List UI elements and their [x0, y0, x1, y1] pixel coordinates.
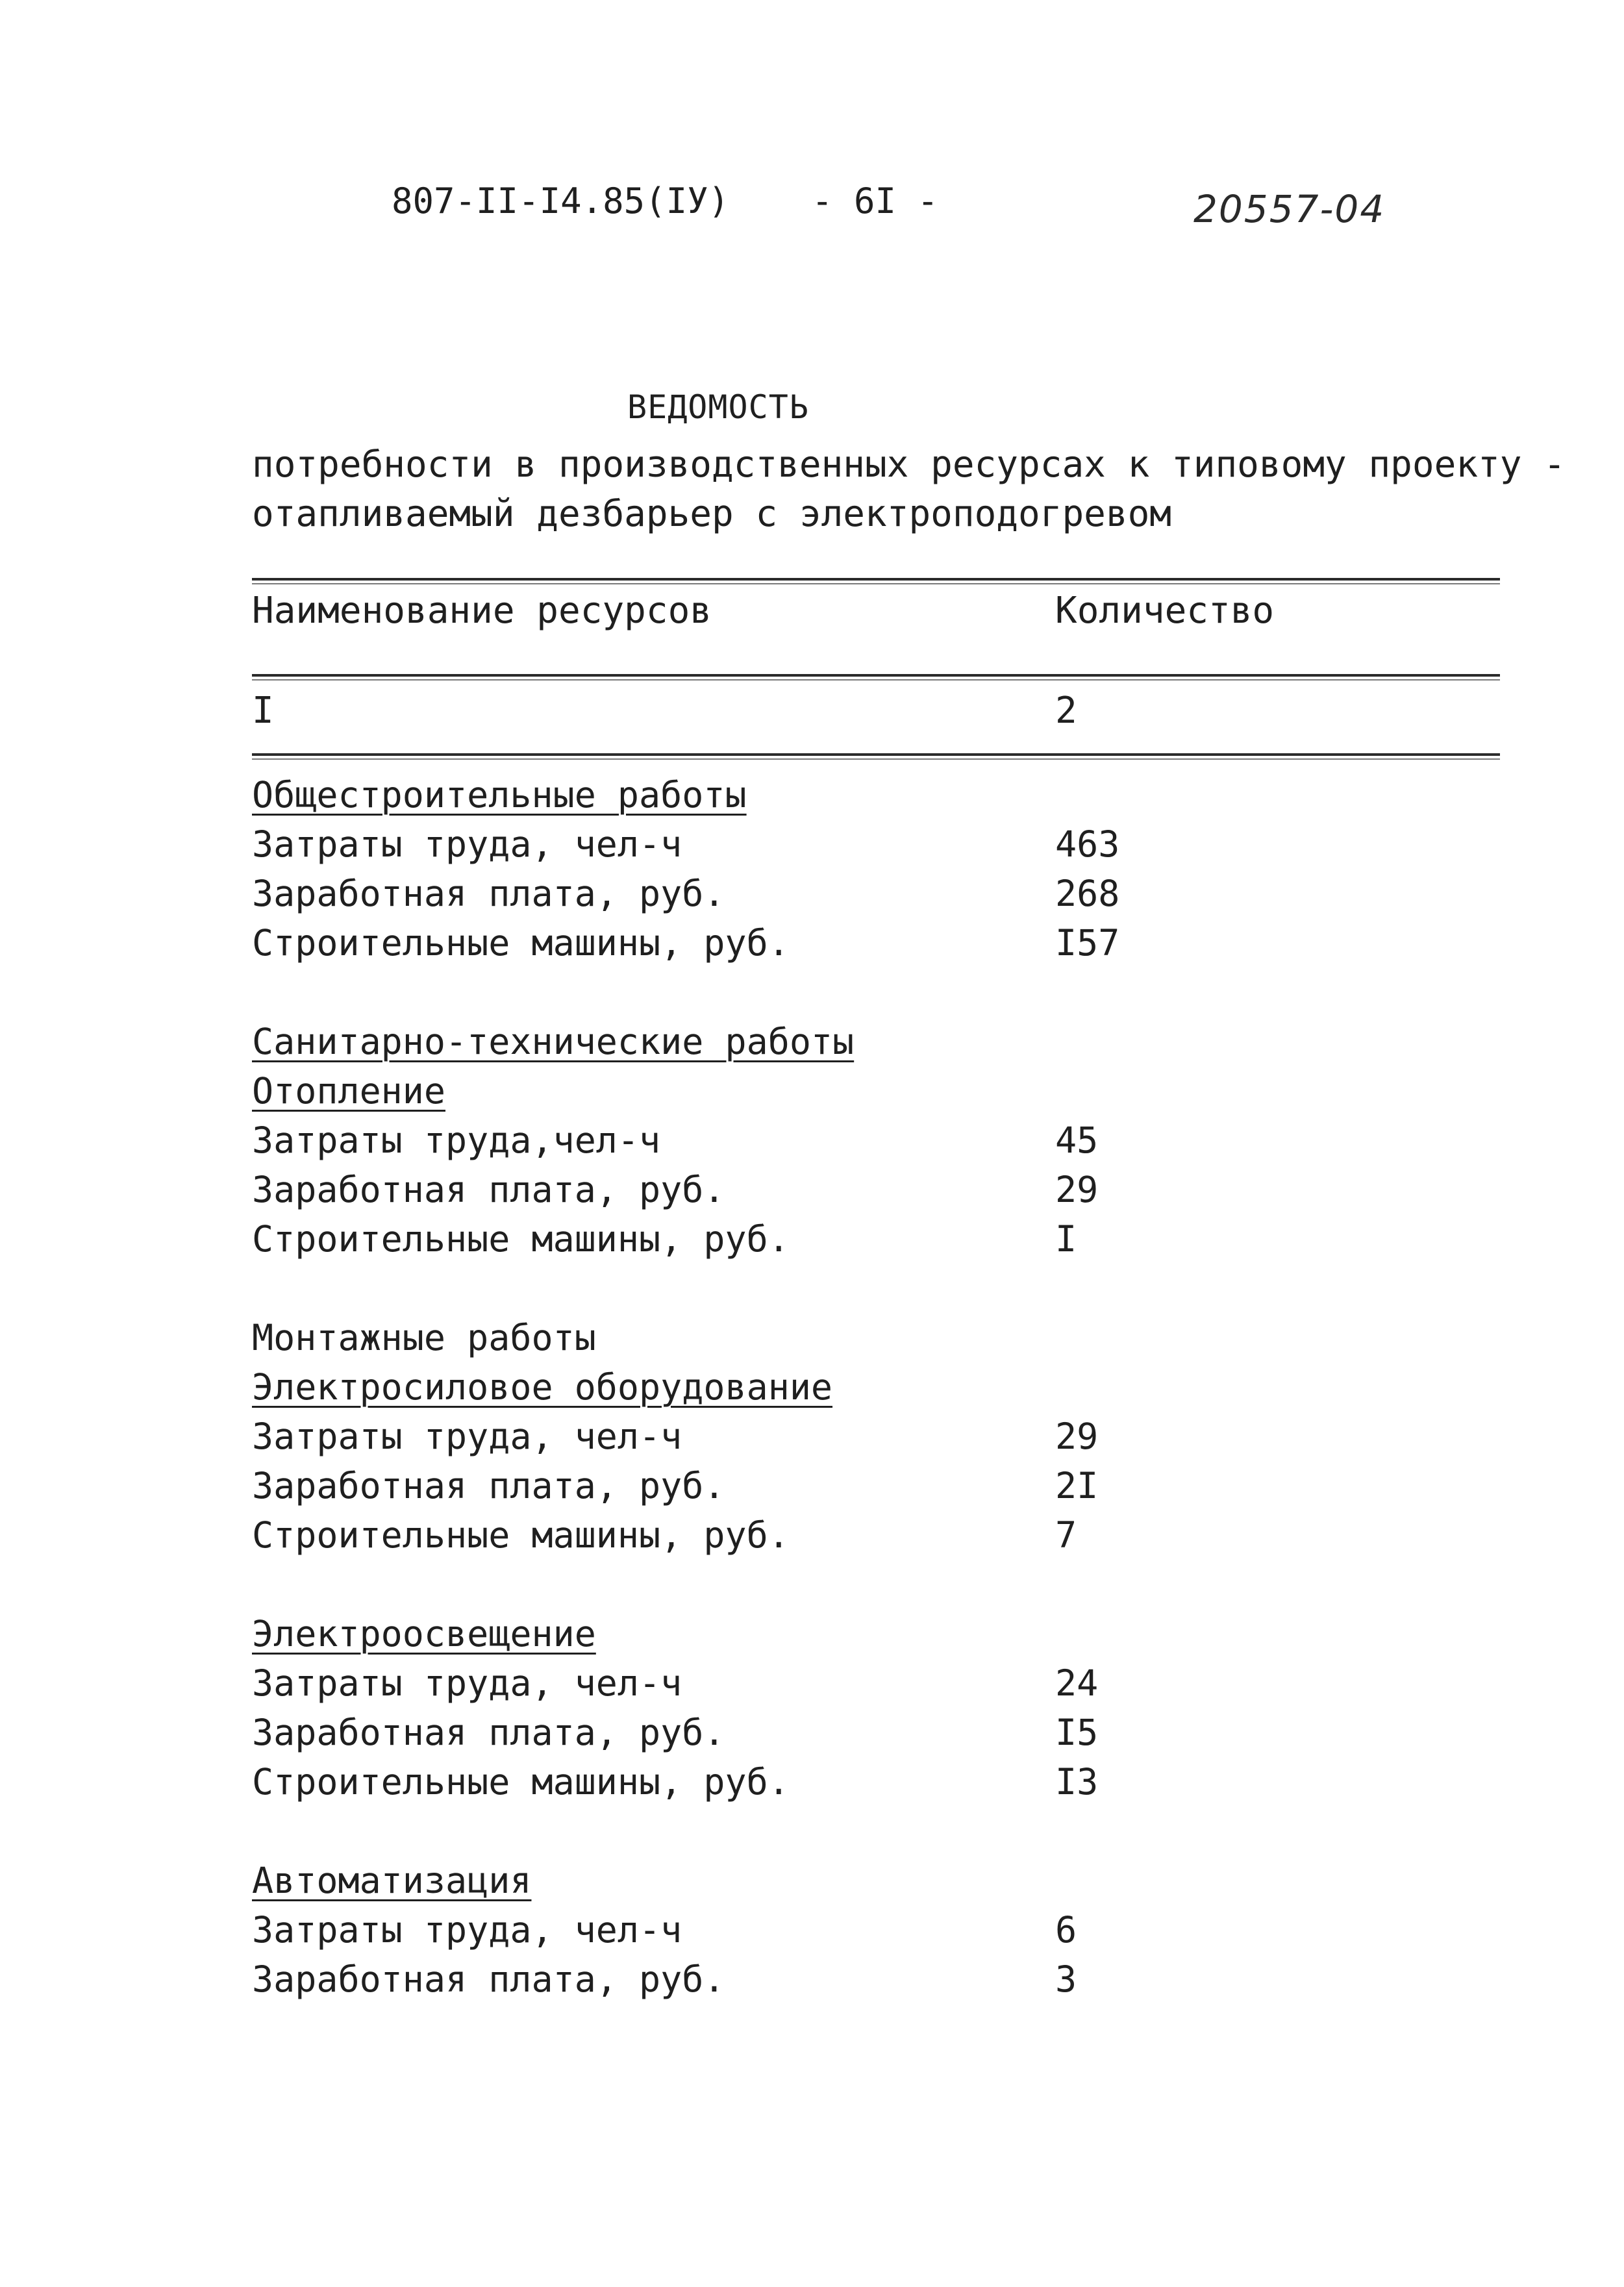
row-label: Строительные машины, руб.	[252, 922, 790, 964]
table-row	[252, 1165, 1500, 1214]
row-label: Затраты труда, чел-ч	[252, 1909, 682, 1951]
table-row	[252, 1116, 1500, 1165]
table-row	[252, 1708, 1500, 1757]
row-value: 3	[1055, 1958, 1077, 2000]
row-value: I	[1055, 1218, 1077, 1260]
table-row	[252, 1510, 1500, 1560]
column-header-quantity: Количество	[1055, 590, 1275, 632]
row-label: Строительные машины, руб.	[252, 1761, 790, 1803]
table-row	[252, 1461, 1500, 1510]
row-value: I3	[1055, 1761, 1099, 1803]
page-number: - 6I -	[812, 181, 939, 221]
section-title: Монтажные работы	[252, 1317, 596, 1358]
table-row	[252, 1313, 1500, 1362]
document-heading: ВЕДОМОСТЬ	[627, 388, 809, 426]
table-row	[252, 819, 1500, 869]
table-row	[252, 770, 1500, 819]
row-value: 45	[1055, 1119, 1099, 1161]
row-label: Заработная плата, руб.	[252, 873, 725, 914]
row-value: I5	[1055, 1712, 1099, 1753]
row-label: Строительные машины, руб.	[252, 1514, 790, 1556]
column-number-2: 2	[1055, 690, 1077, 732]
table-top-rule	[252, 578, 1500, 581]
table-row	[252, 1905, 1500, 1955]
table-top-rule-shadow	[252, 583, 1500, 584]
subsection-title: Отопление	[252, 1070, 446, 1112]
row-label: Заработная плата, руб.	[252, 1169, 725, 1210]
document-subtitle-line-1: потребности в производственных ресурсах к типовому проекту -	[252, 444, 1566, 486]
subsection-title: Электроосвещение	[252, 1613, 596, 1655]
subsection-title: Автоматизация	[252, 1860, 532, 1901]
row-label: Затраты труда, чел-ч	[252, 823, 682, 865]
handwritten-number: 20557-04	[1193, 187, 1386, 231]
table-row	[252, 1609, 1500, 1658]
section-title: Санитарно-технические работы	[252, 1021, 855, 1062]
row-value: 29	[1055, 1169, 1099, 1210]
row-value: I57	[1055, 922, 1120, 964]
column-header-resource-name: Наименование ресурсов	[252, 590, 712, 632]
table-row	[252, 1757, 1500, 1806]
row-label: Затраты труда,чел-ч	[252, 1119, 661, 1161]
row-value: 2I	[1055, 1465, 1099, 1506]
header-divider-rule	[252, 674, 1500, 677]
row-value: 7	[1055, 1514, 1077, 1556]
table-row	[252, 1856, 1500, 1905]
subsection-title: Электросиловое оборудование	[252, 1366, 833, 1408]
table-row	[252, 1362, 1500, 1412]
row-value: 6	[1055, 1909, 1077, 1951]
row-value: 463	[1055, 823, 1120, 865]
row-label: Заработная плата, руб.	[252, 1465, 725, 1506]
row-value: 268	[1055, 873, 1120, 914]
table-row	[252, 1658, 1500, 1708]
table-row	[252, 1066, 1500, 1116]
table-row	[252, 1412, 1500, 1461]
table-row	[252, 1955, 1500, 2004]
row-label: Затраты труда, чел-ч	[252, 1662, 682, 1704]
document-code: 807-II-I4.85(IУ)	[392, 181, 730, 221]
table-row	[252, 1214, 1500, 1264]
table-row	[252, 1017, 1500, 1066]
row-value: 29	[1055, 1416, 1099, 1457]
row-label: Заработная плата, руб.	[252, 1958, 725, 2000]
section-title: Общестроительные работы	[252, 774, 747, 816]
column-number-1: I	[252, 690, 274, 732]
row-label: Строительные машины, руб.	[252, 1218, 790, 1260]
table-row	[252, 918, 1500, 968]
column-number-divider-rule-shadow	[252, 758, 1500, 760]
document-subtitle-line-2: отапливаемый дезбарьер с электроподогревом	[252, 493, 1172, 535]
row-label: Заработная плата, руб.	[252, 1712, 725, 1753]
row-value: 24	[1055, 1662, 1099, 1704]
table-row	[252, 869, 1500, 918]
column-number-divider-rule	[252, 753, 1500, 756]
row-label: Затраты труда, чел-ч	[252, 1416, 682, 1457]
header-divider-rule-shadow	[252, 679, 1500, 681]
